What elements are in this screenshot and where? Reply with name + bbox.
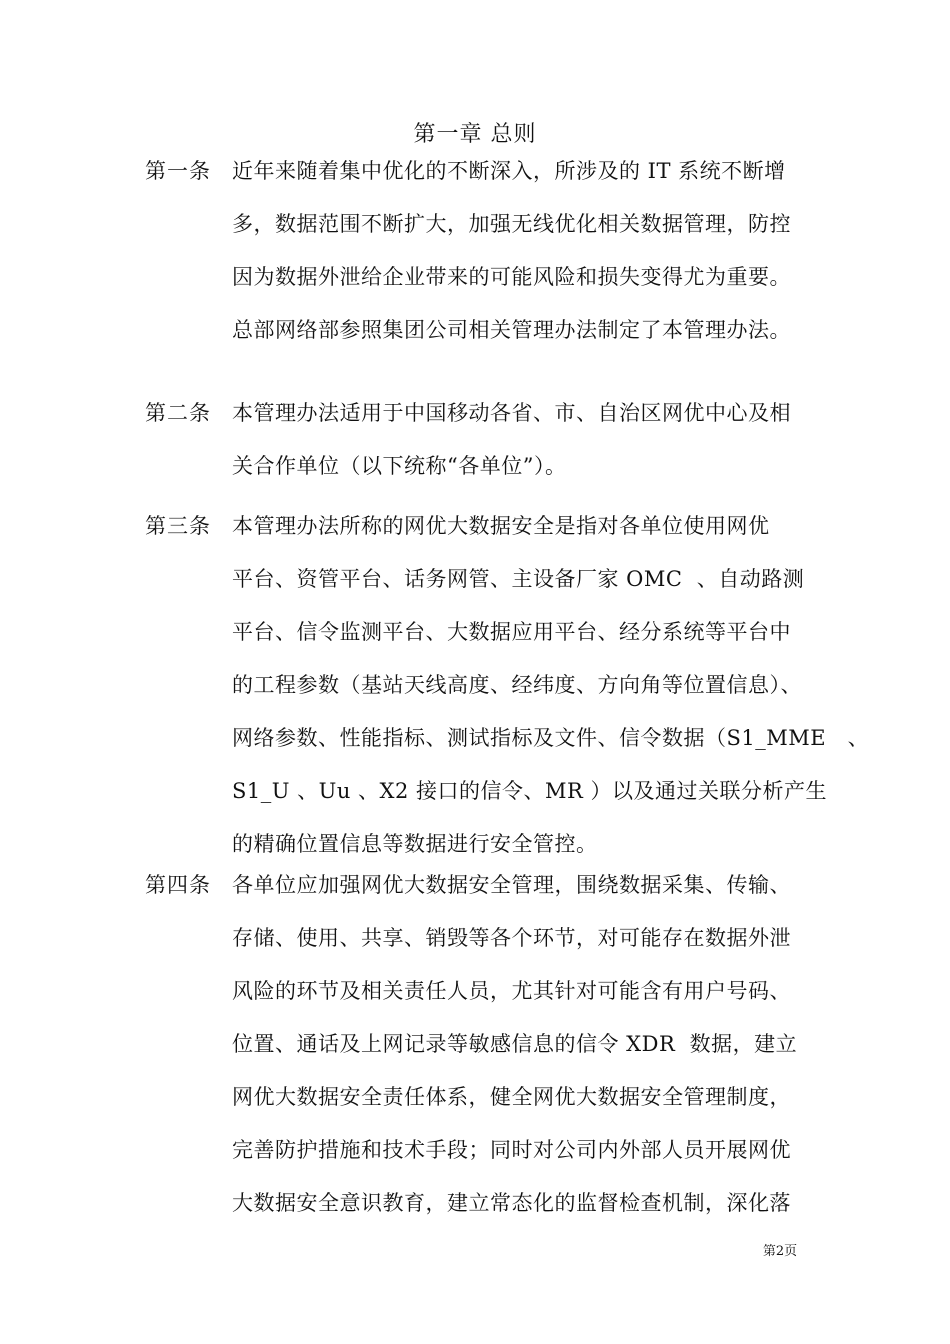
article-line: 的精确位置信息等数据进行安全管控。 — [232, 832, 598, 856]
article-line: 多，数据范围不断扩大，加强无线优化相关数据管理，防控 — [232, 212, 791, 236]
article-line: 近年来随着集中优化的不断深入，所涉及的 IT 系统不断增 — [232, 159, 786, 183]
article-line: 的工程参数（基站天线高度、经纬度、方向角等位置信息）、 — [232, 673, 802, 697]
chapter-title: 第一章 总则 — [413, 122, 537, 147]
article-body — [232, 509, 870, 880]
article-body — [232, 154, 817, 366]
article-line: 平台、资管平台、话务网管、主设备厂家 OMC 、自动路测 — [232, 567, 805, 591]
article-line: 存储、使用、共享、销毁等各个环节，对可能存在数据外泄 — [232, 926, 791, 950]
article-line: 位置、通话及上网记录等敏感信息的信令 XDR 数据，建立 — [232, 1032, 798, 1056]
article-line: 本管理办法适用于中国移动各省、市、自治区网优中心及相 — [232, 401, 791, 425]
article-label: 第二条 — [145, 401, 211, 425]
page-number-footer — [0, 1243, 950, 1261]
article-line: 大数据安全意识教育，建立常态化的监督检查机制，深化落 — [232, 1191, 791, 1215]
article-label: 第三条 — [145, 514, 211, 538]
article-label: 第一条 — [145, 159, 211, 183]
page-number: 第2页 — [762, 1244, 798, 1259]
article-line: 关合作单位（以下统称“各单位”）。 — [232, 454, 567, 478]
article-line: 总部网络部参照集团公司相关管理办法制定了本管理办法。 — [232, 318, 791, 342]
article-line: 各单位应加强网优大数据安全管理，围绕数据采集、传输、 — [232, 873, 791, 897]
article-line: 网络参数、性能指标、测试指标及文件、信令数据（S1_MME 、 — [232, 726, 870, 750]
article-line: 完善防护措施和技术手段；同时对公司内外部人员开展网优 — [232, 1138, 791, 1162]
article-line: 平台、信令监测平台、大数据应用平台、经分系统等平台中 — [232, 620, 791, 644]
article-label: 第四条 — [145, 873, 211, 897]
article-body — [232, 868, 817, 1239]
article-line: 因为数据外泄给企业带来的可能风险和损失变得尤为重要。 — [232, 265, 791, 289]
article-line: 风险的环节及相关责任人员，尤其针对可能含有用户号码、 — [232, 979, 791, 1003]
article-line: S1_U 、Uu 、X2 接口的信令、MR ）以及通过关联分析产生 — [232, 779, 827, 803]
article-line: 网优大数据安全责任体系，健全网优大数据安全管理制度， — [232, 1085, 791, 1109]
article-body — [232, 396, 817, 502]
article-line: 本管理办法所称的网优大数据安全是指对各单位使用网优 — [232, 514, 770, 538]
